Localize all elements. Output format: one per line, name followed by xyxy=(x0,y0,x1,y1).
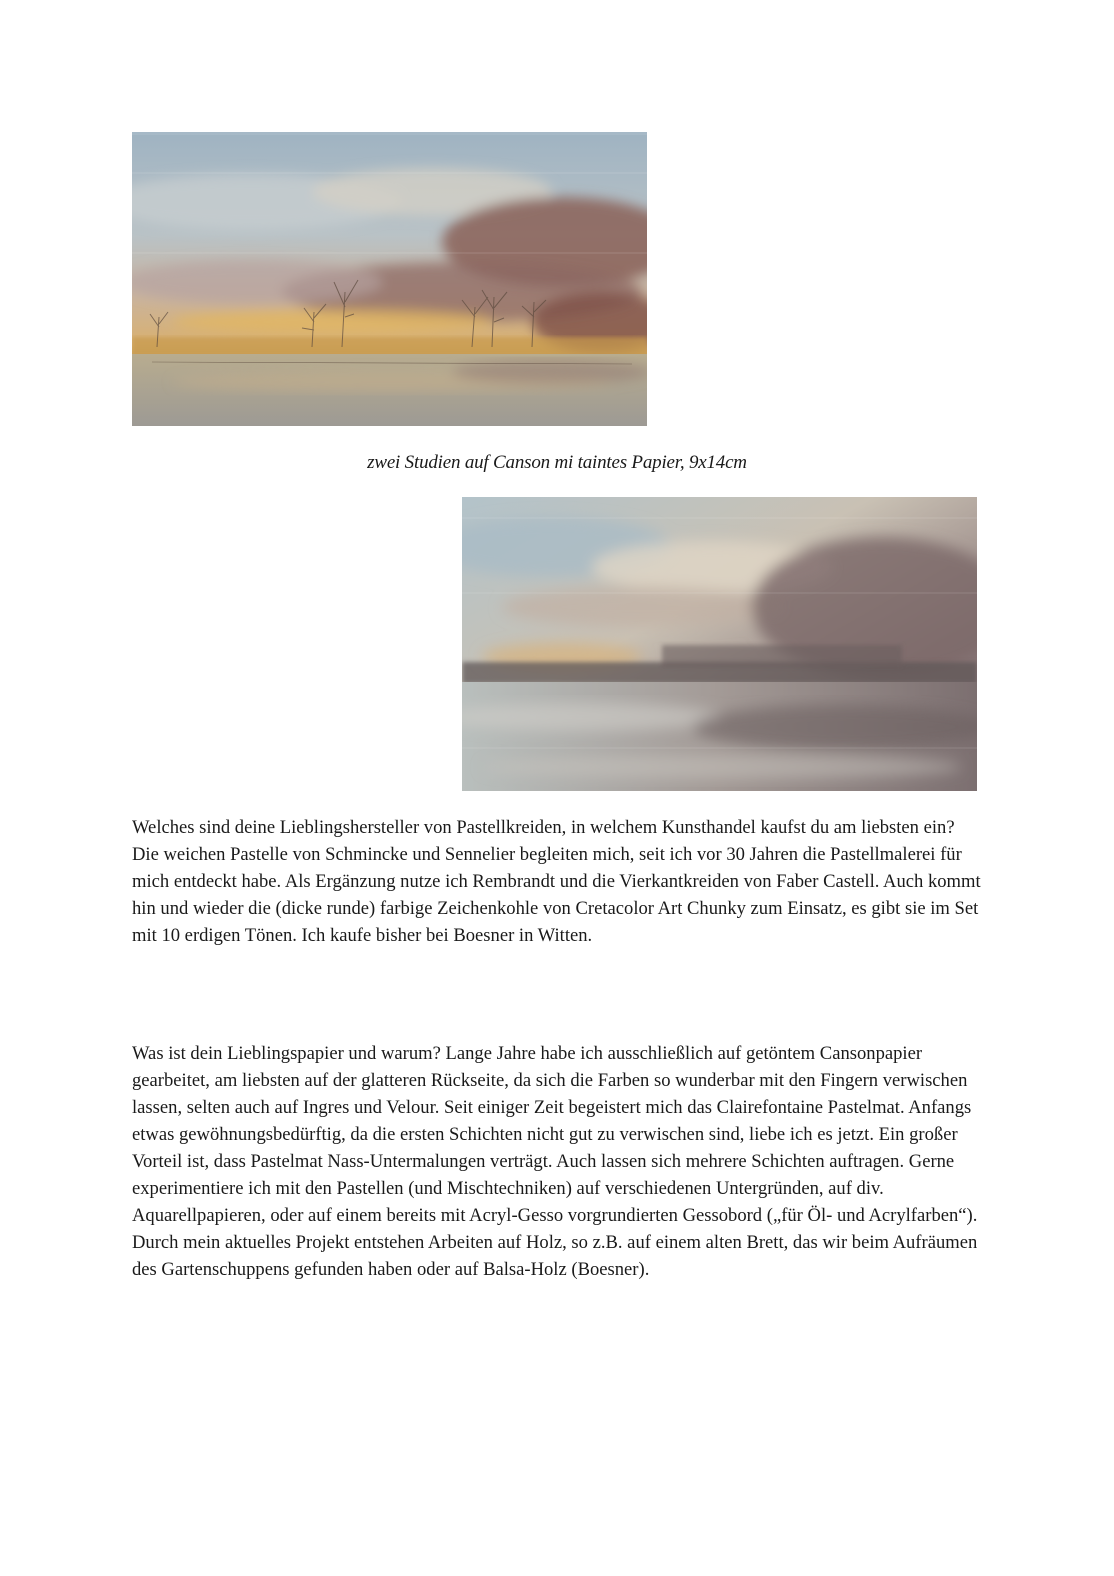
pastel-landscape-image xyxy=(462,497,977,791)
figure-caption: zwei Studien auf Canson mi taintes Papier, 9x14cm xyxy=(367,452,747,473)
pastel-landscape-image xyxy=(132,132,647,426)
body-paragraph: Welches sind deine Lieblingshersteller von Pastellkreiden, in welchem Kunsthandel kaufst du am liebsten ein? Die weichen Pastelle von Schmincke und Sennelier begleiten mich, seit ich vor 30 Jahren die Pastellmalerei für mich entdeckt habe. Als Ergänzung nutze ich Rembrandt und die Vierkantkreiden von Faber Castell. Auch kommt hin und wieder die (dicke runde) farbige Zeichenkohle von Cretacolor Art Chunky zum Einsatz, es gibt sie im Set mit 10 erdigen Tönen. Ich kaufe bisher bei Boesner in Witten. xyxy=(132,817,981,946)
artwork-study-2 xyxy=(462,497,977,791)
body-paragraph: Was ist dein Lieblingspapier und warum? Lange Jahre habe ich ausschließlich auf getöntem Cansonpapier gearbeitet, am liebsten auf der glatteren Rückseite, da sich die Farben so wunderbar mit den Fingern verwischen lassen, selten auch auf Ingres und Velour. Seit einiger Zeit begeistert mich das Clairefontaine Pastelmat. Anfangs etwas gewöhnungsbedürftig, da die ersten Schichten nicht gut zu verwischen sind, liebe ich es jetzt. Ein großer Vorteil ist, dass Pastelmat Nass-Untermalungen verträgt. Auch lassen sich mehrere Schichten auftragen. Gerne experimentiere ich mit den Pastellen (und Mischtechniken) auf verschiedenen Untergründen, auf div. Aquarellpapieren, oder auf einem bereits mit Acryl-Gesso vorgrundierten Gessobord („für Öl- und Acrylfarben“). Durch mein aktuelles Projekt entstehen Arbeiten auf Holz, so z.B. auf einem alten Brett, das wir beim Aufräumen des Gartenschuppens gefunden haben oder auf Balsa-Holz (Boesner). xyxy=(132,1043,978,1280)
artwork-study-1 xyxy=(132,132,647,426)
